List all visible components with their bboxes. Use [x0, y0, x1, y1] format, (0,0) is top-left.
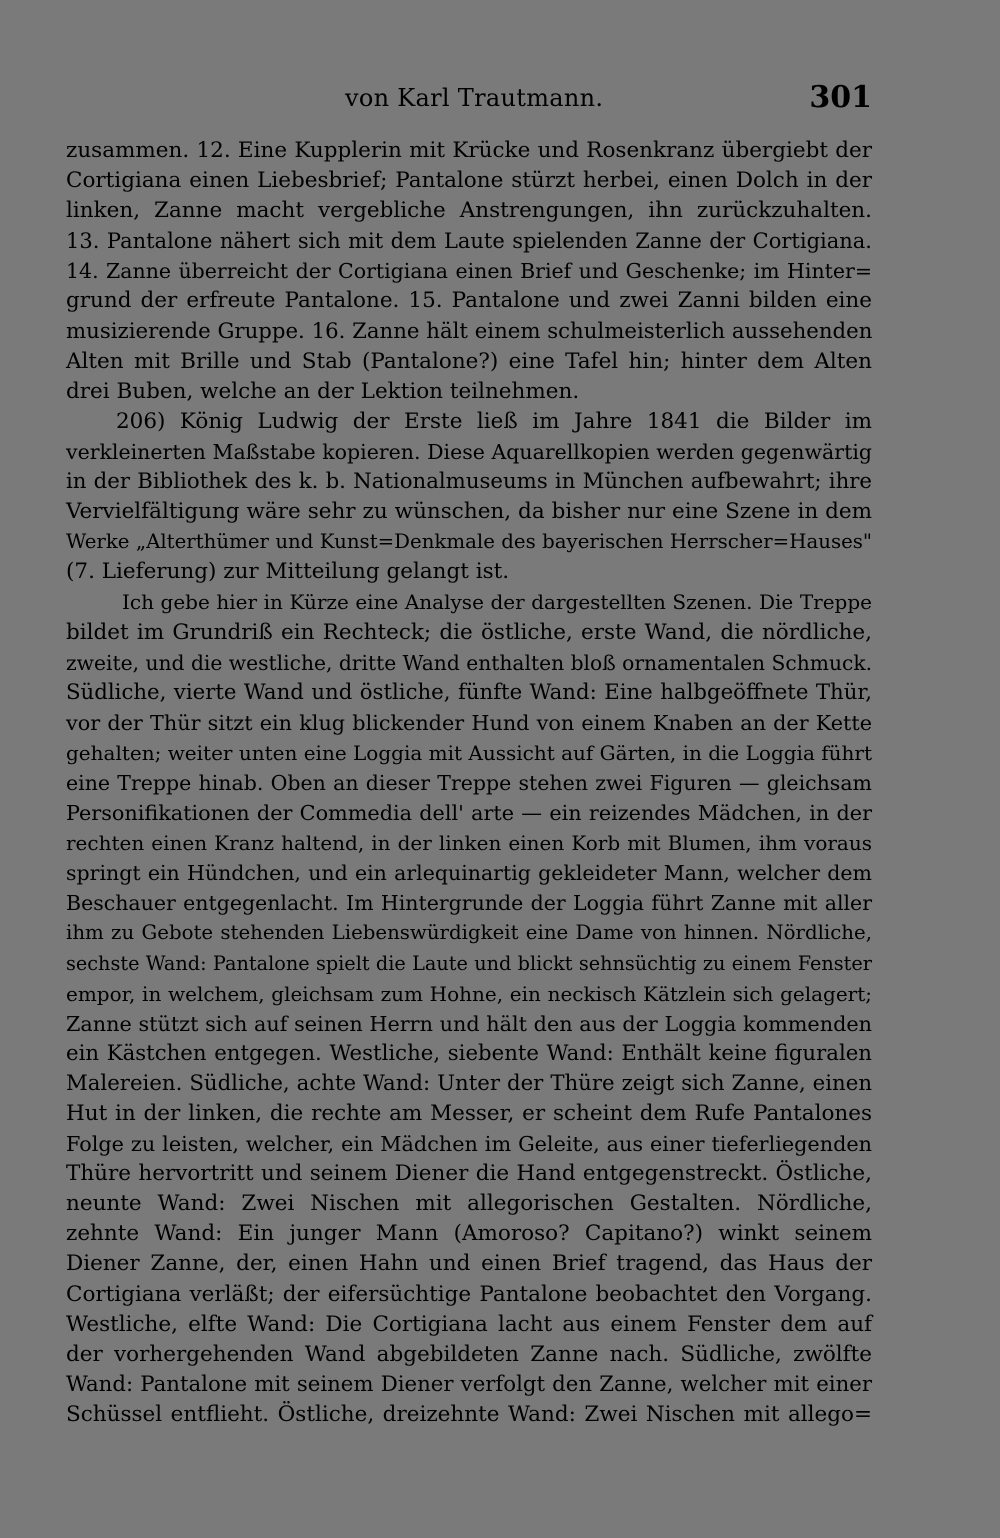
paragraph-line: zweite, und die westliche, dritte Wand enthalten bloß ornamentalen Schmuck.	[66, 650, 873, 675]
paragraph-line: eine Treppe hinab. Oben an dieser Treppe stehen zwei Figuren — gleichsam	[66, 770, 872, 795]
paragraph-line: rechten einen Kranz haltend, in der linken einen Korb mit Blumen, ihm voraus	[66, 831, 872, 856]
footnote-line: Vervielfältigung wäre sehr zu wünschen, da bisher nur eine Szene in dem	[66, 499, 872, 525]
text-line: grund der erfreute Pantalone. 15. Pantalone und zwei Zanni bilden eine	[66, 288, 872, 314]
paragraph-line: Malereien. Südliche, achte Wand: Unter der Thüre zeigt sich Zanne, einen	[66, 1070, 872, 1096]
footnote-line: verkleinerten Maßstabe kopieren. Diese Aquarellkopien werden gegenwärtig	[66, 439, 872, 464]
footnote-line: in der Bibliothek des k. b. Nationalmuseums in München aufbewahrt; ihre	[66, 469, 872, 495]
paragraph-line: Ich gebe hier in Kürze eine Analyse der dargestellten Szenen. Die Treppe	[122, 590, 872, 615]
paragraph-line: Folge zu leisten, welcher, ein Mädchen im Geleite, aus einer tieferliegenden	[66, 1132, 872, 1157]
paragraph-line: ein Kästchen entgegen. Westliche, siebente Wand: Enthält keine figuralen	[66, 1040, 872, 1066]
paragraph-line: bildet im Grundriß ein Rechteck; die östliche, erste Wand, die nördliche,	[66, 619, 872, 645]
text-line: 14. Zanne überreicht der Cortigiana einen Brief und Geschenke; im Hinter=	[66, 259, 872, 284]
text-line: zusammen. 12. Eine Kupplerin mit Krücke und Rosenkranz übergiebt der	[66, 138, 872, 163]
page-number: 301	[809, 80, 872, 115]
paragraph-line: vor der Thür sitzt ein klug blickender Hund von einem Knaben an der Kette	[66, 710, 872, 735]
paragraph-line: sechste Wand: Pantalone spielt die Laute und blickt sehnsüchtig zu einem Fenster	[66, 951, 872, 975]
paragraph-line: Diener Zanne, der, einen Hahn und einen Brief tragend, das Haus der	[66, 1251, 872, 1277]
paragraph-line: Westliche, elfte Wand: Die Cortigiana lacht aus einem Fenster dem auf	[66, 1311, 872, 1337]
body-text	[66, 136, 872, 1430]
paragraph-line: der vorhergehenden Wand abgebildeten Zanne nach. Südliche, zwölfte	[66, 1341, 872, 1367]
footnote-line: Werke „Alterthümer und Kunst=Denkmale des bayerischen Herrscher=Hauses"	[66, 530, 872, 554]
paragraph-line: springt ein Hündchen, und ein arlequinartig gekleideter Mann, welcher dem	[66, 861, 872, 886]
paragraph-line: Cortigiana verläßt; der eifersüchtige Pantalone beobachtet den Vorgang.	[66, 1281, 872, 1307]
paragraph-line: neunte Wand: Zwei Nischen mit allegorischen Gestalten. Nördliche,	[66, 1191, 872, 1217]
paragraph-line: empor, in welchem, gleichsam zum Hohne, ein neckisch Kätzlein sich gelagert;	[66, 981, 872, 1006]
text-line: musizierende Gruppe. 16. Zanne hält einem schulmeisterlich aussehenden	[66, 318, 873, 344]
text-line: drei Buben, welche an der Lektion teilnehmen.	[66, 378, 580, 404]
text-line: Alten mit Brille und Stab (Pantalone?) eine Tafel hin; hinter dem Alten	[66, 348, 872, 374]
footnote-line: (7. Lieferung) zur Mitteilung gelangt ist.	[66, 559, 510, 585]
paragraph-line: Zanne stützt sich auf seinen Herrn und hält den aus der Loggia kommenden	[66, 1011, 872, 1036]
paragraph-line: Südliche, vierte Wand und östliche, fünfte Wand: Eine halbgeöffnete Thür,	[66, 679, 872, 705]
text-line: 13. Pantalone nähert sich mit dem Laute spielenden Zanne der Cortigiana.	[66, 229, 872, 254]
text-line: linken, Zanne macht vergebliche Anstrengungen, ihn zurückzuhalten.	[66, 198, 872, 224]
paragraph-line: Hut in der linken, die rechte am Messer, er scheint dem Rufe Pantalones	[66, 1101, 872, 1126]
paragraph-line: gehalten; weiter unten eine Loggia mit Aussicht auf Gärten, in die Loggia führt	[66, 740, 872, 765]
paragraph-line: Personifikationen der Commedia dell' arte — ein reizendes Mädchen, in der	[66, 801, 872, 826]
page-header	[0, 78, 1000, 118]
running-title: von Karl Trautmann.	[345, 84, 604, 112]
paragraph-line: Wand: Pantalone mit seinem Diener verfolgt den Zanne, welcher mit einer	[66, 1371, 872, 1397]
paragraph-line: zehnte Wand: Ein junger Mann (Amoroso? Capitano?) winkt seinem	[66, 1221, 872, 1247]
paragraph-line: Beschauer entgegenlacht. Im Hintergrunde der Loggia führt Zanne mit aller	[66, 891, 872, 916]
paragraph-line: Schüssel entflieht. Östliche, dreizehnte Wand: Zwei Nischen mit allego=	[66, 1401, 872, 1427]
text-line: Cortigiana einen Liebesbrief; Pantalone stürzt herbei, einen Dolch in der	[66, 168, 872, 194]
paragraph-line: Thüre hervortritt und seinem Diener die Hand entgegenstreckt. Östliche,	[66, 1161, 872, 1187]
footnote-line: 206) König Ludwig der Erste ließ im Jahre 1841 die Bilder im	[116, 408, 872, 434]
paragraph-line: ihm zu Gebote stehenden Liebenswürdigkeit eine Dame von hinnen. Nördliche,	[66, 921, 872, 945]
